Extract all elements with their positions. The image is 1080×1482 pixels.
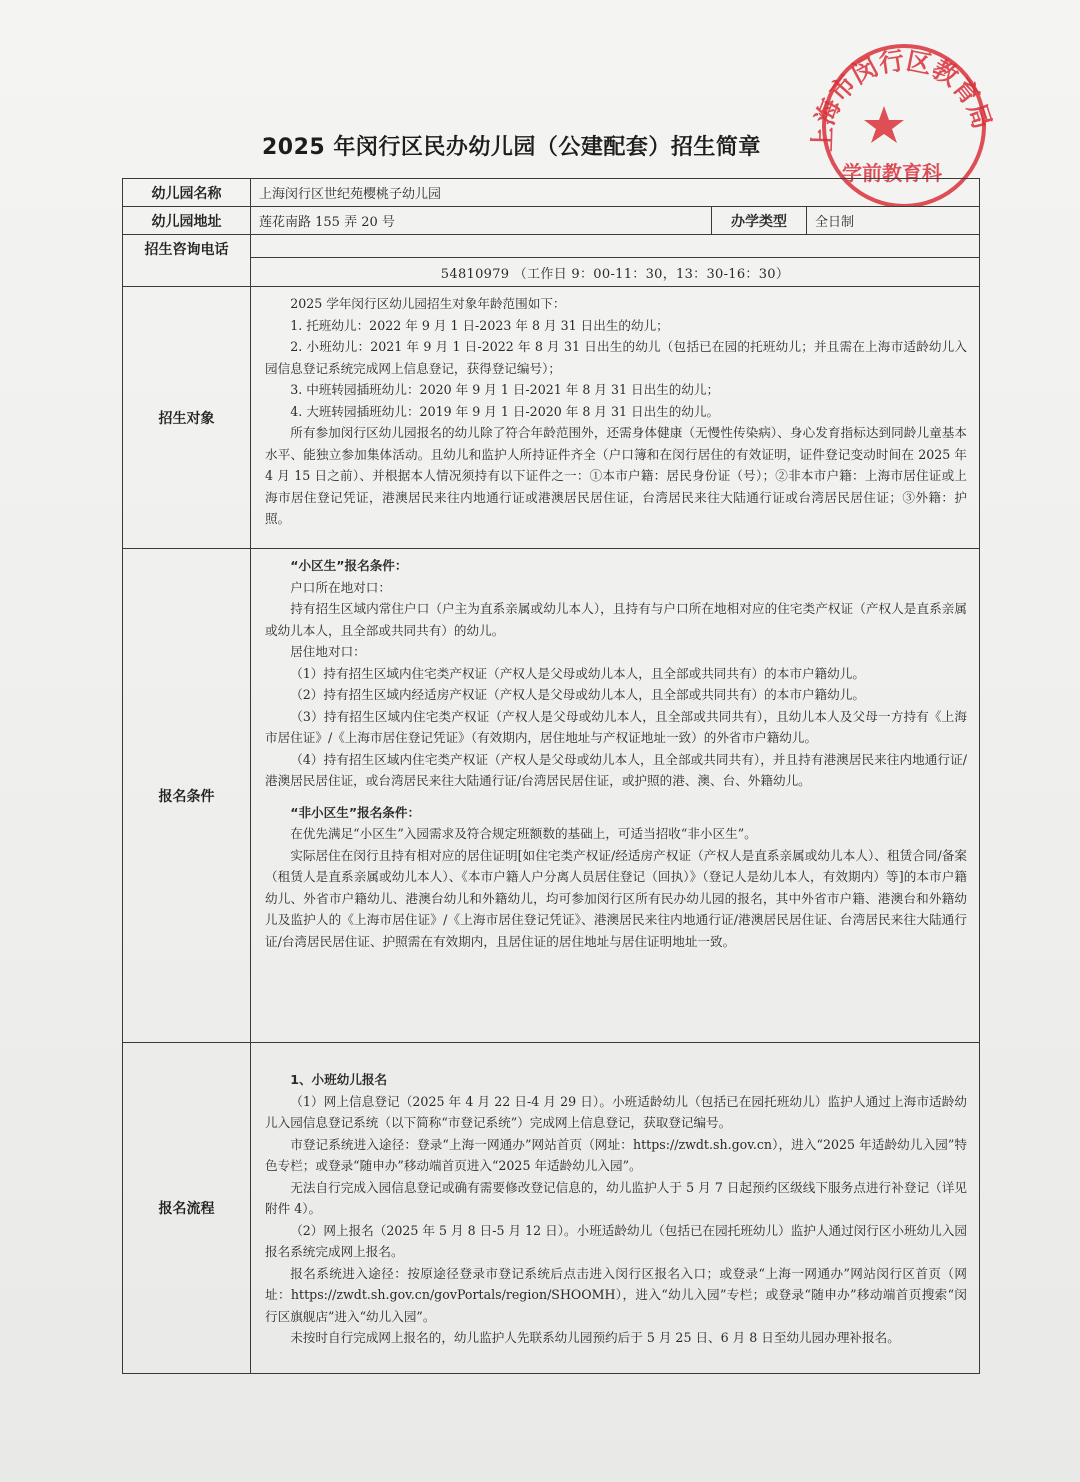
enroll-target-line: 所有参加闵行区幼儿园报名的幼儿除了符合年龄范围外，还需身体健康（无慢性传染病）、身心发育指标达到同龄儿童基本水平、能独立参加集体活动。且幼儿和监护人所持证件齐全（户口簿和在闵行居住的有效证明，证件登记变动时间在 2025 年 4 月 15 日之前）、并根据本人情况须持有以下证件之一：①本市户籍：居民身份证（号）；②非本市户籍：上海市居住证或上海市居住登记凭证，港澳居民来往内地通行证或港澳居民居住证，台湾居民来往大陆通行证或台湾居民居住证；③外籍：护照。 [265, 425, 967, 526]
local-heading: “小区生”报名条件： [290, 558, 408, 573]
residence-item: （4）持有招生区域内住宅类产权证（产权人是父母或幼儿本人，且全部或共同共有），并且持有港澳居民来往内地通行证/港澳居民居住证，或台湾居民来往大陆通行证/台湾居民居住证，或护照的港、澳、台、外籍幼儿。 [265, 751, 967, 788]
value-kindergarten-name: 上海闵行区世纪苑樱桃子幼儿园 [259, 187, 442, 202]
process-heading: 1、小班幼儿报名 [290, 1072, 388, 1087]
enroll-target-line: 1. 托班幼儿：2022 年 9 月 1 日-2023 年 8 月 31 日出生的幼儿； [290, 317, 669, 333]
row-conditions [123, 549, 979, 1043]
nonlocal-text: 在优先满足“小区生”入园需求及符合规定班额数的基础上，可适当招收“非小区生”。 [290, 826, 757, 841]
process-paragraph: 无法自行完成入园信息登记或确有需要修改登记信息的，幼儿监护人于 5 月 7 日起预约区级线下服务点进行补登记（详见附件 4）。 [265, 1179, 967, 1216]
hukou-heading: 户口所在地对口： [290, 579, 391, 595]
svg-text:上海市闵行区教育局 [808, 46, 997, 152]
value-school-type: 全日制 [815, 215, 855, 230]
residence-item: （1）持有招生区域内住宅类产权证（产权人是父母或幼儿本人，且全部或共同共有）的本市户籍幼儿。 [290, 665, 865, 681]
value-phone: 54810979 （工作日 9：00-11：30，13：30-16：30） [440, 267, 790, 282]
process-content [251, 1043, 979, 1373]
seal-outer-text: 上海市闵行区教育局 [807, 45, 998, 153]
row-enroll-target [123, 287, 979, 549]
label-enroll-target: 招生对象 [123, 287, 251, 548]
document-title: 2025 年闵行区民办幼儿园（公建配套）招生简章 [262, 135, 761, 160]
value-kindergarten-address: 莲花南路 155 弄 20 号 [259, 215, 395, 230]
residence-item: （2）持有招生区域内经适房产权证（产权人是父母或幼儿本人，且全部或共同共有）的本市户籍幼儿。 [290, 687, 865, 702]
hukou-text: 持有招生区域内常住户口（户主为直系亲属或幼儿本人），且持有与户口所在地相对应的住宅类产权证（产权人是直系亲属或幼儿本人，且全部或共同共有）的幼儿。 [265, 601, 967, 638]
conditions-content [251, 549, 979, 1042]
enroll-target-line: 3. 中班转园插班幼儿：2020 年 9 月 1 日-2021 年 8 月 31 日出生的幼儿； [290, 382, 720, 397]
enrollment-table [122, 178, 980, 1374]
enroll-target-line: 4. 大班转园插班幼儿：2019 年 9 月 1 日-2020 年 8 月 31 日出生的幼儿。 [290, 403, 720, 419]
enroll-target-content [251, 287, 979, 548]
label-process: 报名流程 [123, 1043, 251, 1373]
seal-star-icon [864, 106, 904, 143]
section-gap [265, 792, 967, 802]
nonlocal-text: 实际居住在闵行且持有相对应的居住证明[如住宅类产权证/经适房产权证（产权人是直系亲属或幼儿本人）、租赁合同/备案（租赁人是直系亲属或幼儿本人）、《本市户籍人户分离人员居住登记（回执）》（登记人是幼儿本人，有效期内）等]的本市户籍幼儿、外省市户籍幼儿、港澳台幼儿和外籍幼儿，均可参加闵行区所有民办幼儿园的报名，其中外省市户籍、港澳台和外籍幼儿及监护人的《上海市居住证》/《上海市居住登记凭证》、港澳居民来往内地通行证/港澳居民居住证、台湾居民来往大陆通行证/台湾居民居住证、护照需在有效期内，且居住证的居住地址与居住证明地址一致。 [265, 847, 967, 949]
residence-heading: 居住地对口： [290, 644, 366, 659]
process-paragraph: （1）网上信息登记（2025 年 4 月 22 日-4 月 29 日）。小班适龄幼儿（包括已在园托班幼儿）监护人通过上海市适龄幼儿入园信息登记系统（以下简称“市登记系统”）完成网上信息登记，获取登记编号。 [265, 1093, 967, 1130]
process-paragraph: 未按时自行完成网上报名的，幼儿监护人先联系幼儿园预约后于 5 月 25 日、6 月 8 日至幼儿园办理补报名。 [290, 1330, 900, 1345]
residence-item: （3）持有招生区域内住宅类产权证（产权人是父母或幼儿本人，且全部或共同共有），且幼儿本人及父母一方持有《上海市居住证》/《上海市居住登记凭证》（有效期内，居住地址与产权证地址一致）的外省市户籍幼儿。 [265, 708, 967, 745]
enroll-target-line: 2. 小班幼儿：2021 年 9 月 1 日-2022 年 8 月 31 日出生的幼儿（包括已在园的托班幼儿；并且需在上海市适龄幼儿入园信息登记系统完成网上信息登记，获得登记编号）； [265, 339, 967, 376]
enroll-target-line: 2025 学年闵行区幼儿园招生对象年龄范围如下： [290, 296, 566, 311]
label-kindergarten-name: 幼儿园名称 [123, 179, 251, 206]
label-conditions: 报名条件 [123, 549, 251, 1042]
row-phone [123, 235, 979, 287]
row-process [123, 1043, 979, 1373]
process-paragraph: （2）网上报名（2025 年 5 月 8 日-5 月 12 日）。小班适龄幼儿（包括已在园托班幼儿）监护人通过闵行区小班幼儿入园报名系统完成网上报名。 [265, 1222, 968, 1259]
label-school-type: 办学类型 [711, 207, 807, 234]
seal-inner-text: 学前教育科 [842, 161, 942, 185]
phone-divider [251, 257, 979, 258]
process-paragraph: 报名系统进入途径：按原途径登录市登记系统后点击进入闵行区报名入口；或登录“上海一网通办”网站闵行区首页（网址：https://zwdt.sh.gov.cn/govPortals/region/SHOOMH），进入“幼儿入园”专栏；或登录“随申办”移动端首页搜索“闵行区旗舰店”进入“幼儿入园”。 [265, 1265, 967, 1324]
nonlocal-heading: “非小区生”报名条件： [290, 804, 421, 820]
phone-cell [251, 235, 979, 286]
process-paragraph: 市登记系统进入途径：登录“上海一网通办”网站首页（网址：https://zwdt.sh.gov.cn），进入“2025 年适龄幼儿入园”特色专栏；或登录“随申办”移动端首页进入“2025 年适龄幼儿入园”。 [265, 1136, 967, 1173]
row-kindergarten-address [123, 207, 979, 235]
label-phone: 招生咨询电话 [123, 235, 251, 286]
row-kindergarten-name [123, 179, 979, 207]
label-kindergarten-address: 幼儿园地址 [123, 207, 251, 234]
